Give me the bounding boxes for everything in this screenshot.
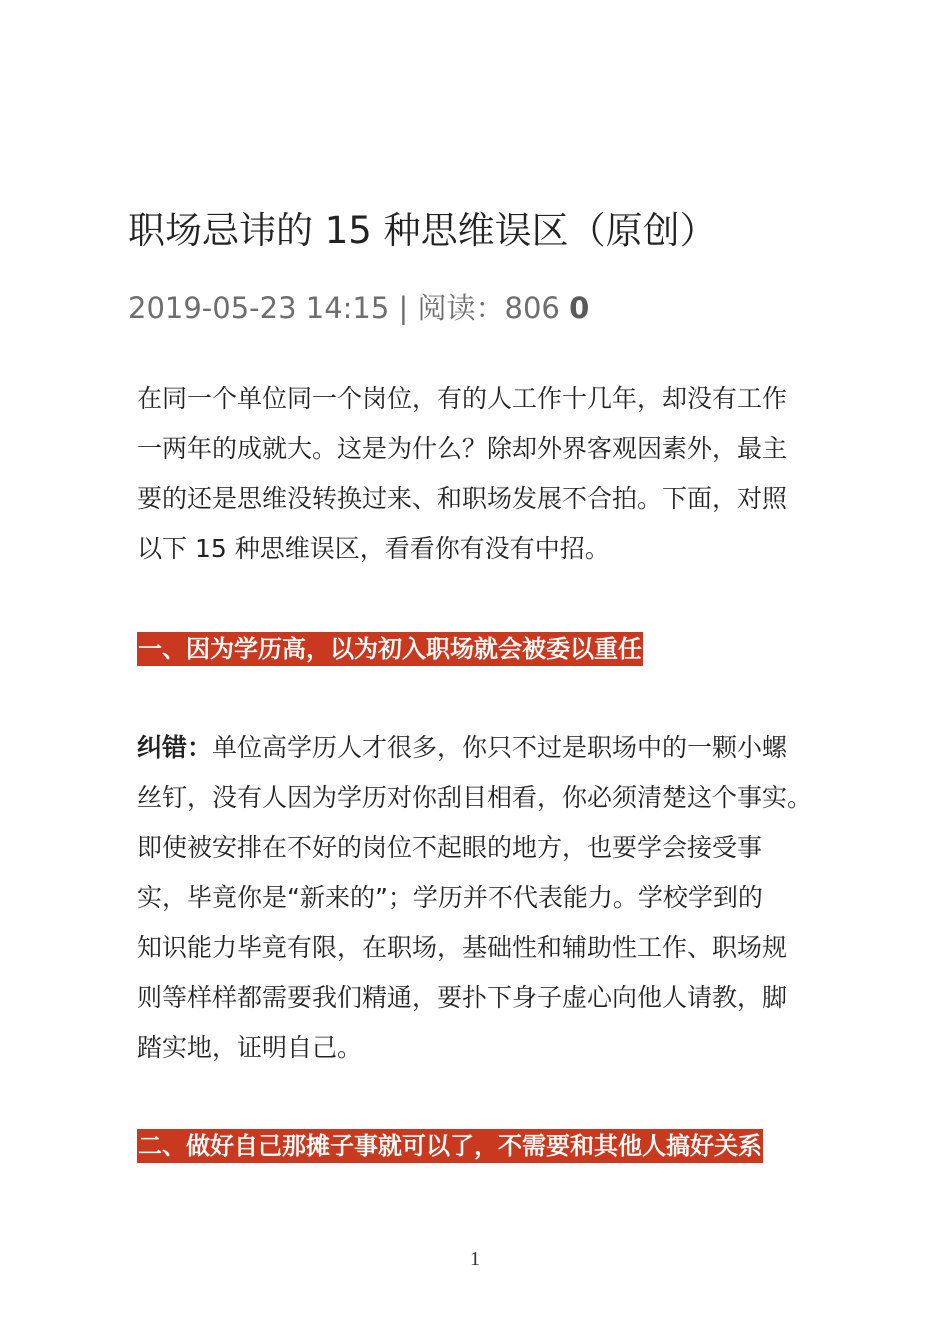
correction-line: 踏实地，证明自己。 <box>137 1033 363 1062</box>
intro-line: 在同一个单位同一个岗位，有的人工作十几年，却没有工作 <box>137 384 788 413</box>
correction-label: 纠错： <box>137 733 213 762</box>
correction-line: 实，毕竟你是“新来的”；学历并不代表能力。学校学到的 <box>137 883 763 912</box>
intro-paragraph <box>137 374 837 574</box>
section-heading-2: 二、做好自己那摊子事就可以了，不需要和其他人搞好关系 <box>137 1129 763 1163</box>
section-heading-1: 一、因为学历高，以为初入职场就会被委以重任 <box>137 632 643 666</box>
correction-paragraph <box>137 723 837 1073</box>
article-title: 职场忌讳的 15 种思维误区（原创） <box>128 209 717 252</box>
correction-line: 单位高学历人才很多，你只不过是职场中的一颗小螺 <box>212 733 788 762</box>
page-number: 1 <box>470 1248 480 1270</box>
article-meta <box>128 286 589 330</box>
correction-first-line <box>137 723 837 773</box>
correction-line: 知识能力毕竟有限，在职场，基础性和辅助性工作、职场规 <box>137 933 788 962</box>
intro-line: 一两年的成就大。这是为什么？除却外界客观因素外，最主 <box>137 434 788 463</box>
correction-line: 则等样样都需要我们精通，要扑下身子虚心向他人请教，脚 <box>137 983 788 1012</box>
comment-count: 0 <box>569 291 590 325</box>
correction-line: 丝钉，没有人因为学历对你刮目相看，你必须清楚这个事实。 <box>137 783 813 812</box>
article-date-and-views: 2019-05-23 14:15 | 阅读：806 <box>128 291 570 325</box>
correction-line: 即使被安排在不好的岗位不起眼的地方，也要学会接受事 <box>137 833 763 862</box>
intro-line: 要的还是思维没转换过来、和职场发展不合拍。下面，对照 <box>137 484 788 513</box>
intro-line: 以下 15 种思维误区，看看你有没有中招。 <box>137 534 610 563</box>
